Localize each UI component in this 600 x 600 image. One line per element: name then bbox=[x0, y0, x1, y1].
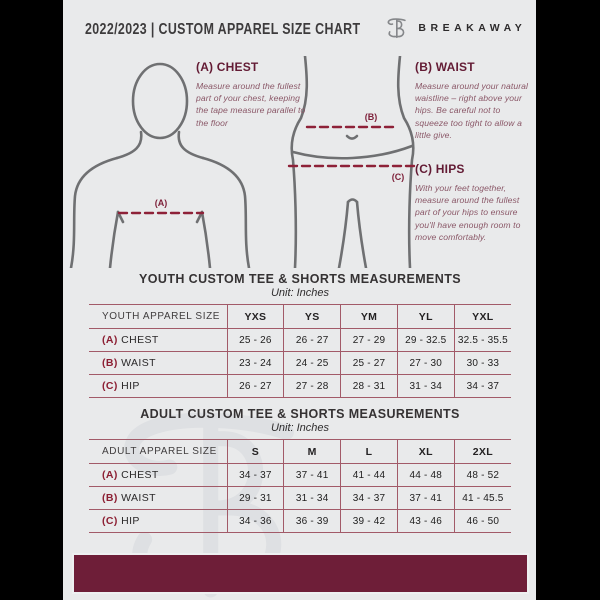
hips-body-text: With your feet together, measure around the fullest part of your hips to ensure you'll have enough room to move comfortably. bbox=[415, 183, 521, 242]
size-header: 2XL bbox=[454, 440, 511, 464]
row-label-text: HIP bbox=[121, 380, 140, 392]
row-label-chest bbox=[89, 464, 227, 487]
size-header: L bbox=[341, 440, 398, 464]
hips-figure-label: (C) bbox=[391, 172, 405, 182]
youth-size-column-header: YOUTH APPAREL SIZE bbox=[102, 311, 221, 322]
table-row bbox=[89, 510, 511, 533]
size-chart-page bbox=[63, 0, 536, 600]
row-label-waist bbox=[89, 352, 227, 375]
cell-value: 43 - 46 bbox=[397, 510, 454, 533]
chest-heading: (A) CHEST bbox=[196, 60, 259, 74]
cell-value: 34 - 36 bbox=[227, 510, 284, 533]
row-label-text: HIP bbox=[121, 515, 140, 527]
cell-value: 37 - 41 bbox=[397, 487, 454, 510]
cell-value: 30 - 33 bbox=[454, 352, 511, 375]
cell-value: 25 - 27 bbox=[341, 352, 398, 375]
cell-value: 41 - 45.5 bbox=[454, 487, 511, 510]
cell-value: 28 - 31 bbox=[341, 375, 398, 398]
adult-table-title: ADULT CUSTOM TEE & SHORTS MEASUREMENTS bbox=[140, 407, 460, 421]
row-label-waist bbox=[89, 487, 227, 510]
row-label-text: WAIST bbox=[121, 357, 156, 369]
table-row bbox=[89, 329, 511, 352]
cell-value: 32.5 - 35.5 bbox=[454, 329, 511, 352]
cell-value: 48 - 52 bbox=[454, 464, 511, 487]
cell-value: 37 - 41 bbox=[284, 464, 341, 487]
size-header: YS bbox=[284, 305, 341, 329]
row-label-text: WAIST bbox=[121, 492, 156, 504]
cell-value: 24 - 25 bbox=[284, 352, 341, 375]
measuring-guide bbox=[63, 56, 536, 270]
size-header: YXS bbox=[227, 305, 284, 329]
row-label-text: CHEST bbox=[121, 469, 159, 481]
table-row bbox=[89, 352, 511, 375]
adult-table-section bbox=[89, 407, 511, 533]
row-prefix: (A) bbox=[102, 469, 118, 481]
chest-instructions bbox=[196, 60, 314, 129]
youth-table-section bbox=[89, 272, 511, 398]
row-prefix: (A) bbox=[102, 334, 118, 346]
waist-figure-label: (B) bbox=[364, 112, 378, 122]
size-header: XL bbox=[397, 440, 454, 464]
cell-value: 26 - 27 bbox=[284, 329, 341, 352]
cell-value: 29 - 31 bbox=[227, 487, 284, 510]
youth-table-unit: Unit: Inches bbox=[270, 287, 330, 299]
table-row bbox=[89, 487, 511, 510]
brand-block bbox=[384, 15, 526, 42]
row-prefix: (C) bbox=[102, 515, 118, 527]
size-header: M bbox=[284, 440, 341, 464]
youth-size-table bbox=[89, 304, 511, 398]
cell-value: 27 - 28 bbox=[284, 375, 341, 398]
waist-heading: (B) WAIST bbox=[415, 60, 475, 74]
table-row bbox=[89, 464, 511, 487]
cell-value: 27 - 30 bbox=[397, 352, 454, 375]
cell-value: 44 - 48 bbox=[397, 464, 454, 487]
cell-value: 27 - 29 bbox=[341, 329, 398, 352]
table-row bbox=[89, 375, 511, 398]
page-header bbox=[85, 12, 527, 44]
table-header-row bbox=[89, 440, 511, 464]
adult-size-table bbox=[89, 439, 511, 533]
cell-value: 31 - 34 bbox=[397, 375, 454, 398]
hips-heading: (C) HIPS bbox=[415, 162, 465, 176]
size-header: YL bbox=[397, 305, 454, 329]
cell-value: 36 - 39 bbox=[284, 510, 341, 533]
cell-value: 23 - 24 bbox=[227, 352, 284, 375]
waist-instructions bbox=[415, 60, 529, 141]
row-label-chest bbox=[89, 329, 227, 352]
chest-body-text: Measure around the fullest part of your chest, keeping the tape measure parallel to the floor bbox=[196, 81, 306, 128]
cell-value: 25 - 26 bbox=[227, 329, 284, 352]
cell-value: 46 - 50 bbox=[454, 510, 511, 533]
row-label-hip bbox=[89, 375, 227, 398]
waist-body-text: Measure around your natural waistline – right above your hips. Be careful not to squeeze too tight to allow a little give. bbox=[415, 81, 529, 140]
size-header: S bbox=[227, 440, 284, 464]
hips-instructions bbox=[415, 162, 535, 243]
cell-value: 34 - 37 bbox=[227, 464, 284, 487]
adult-table-unit: Unit: Inches bbox=[270, 422, 330, 434]
youth-table-title: YOUTH CUSTOM TEE & SHORTS MEASUREMENTS bbox=[139, 272, 461, 286]
cell-value: 31 - 34 bbox=[284, 487, 341, 510]
cell-value: 34 - 37 bbox=[341, 487, 398, 510]
cell-value: 34 - 37 bbox=[454, 375, 511, 398]
row-prefix: (B) bbox=[102, 357, 118, 369]
brand-name: BREAKAWAY bbox=[418, 22, 527, 34]
cell-value: 26 - 27 bbox=[227, 375, 284, 398]
cell-value: 29 - 32.5 bbox=[397, 329, 454, 352]
breakaway-logo-icon bbox=[384, 15, 411, 42]
row-prefix: (B) bbox=[102, 492, 118, 504]
cell-value: 41 - 44 bbox=[341, 464, 398, 487]
row-label-text: CHEST bbox=[121, 334, 159, 346]
table-header-row bbox=[89, 305, 511, 329]
adult-size-column-header: ADULT APPAREL SIZE bbox=[102, 446, 217, 457]
row-prefix: (C) bbox=[102, 380, 118, 392]
row-label-hip bbox=[89, 510, 227, 533]
chest-figure-label: (A) bbox=[154, 198, 168, 208]
size-header: YXL bbox=[454, 305, 511, 329]
cell-value: 39 - 42 bbox=[341, 510, 398, 533]
size-header: YM bbox=[341, 305, 398, 329]
page-title: 2022/2023 | CUSTOM APPAREL SIZE CHART bbox=[85, 19, 361, 37]
footer-accent-bar bbox=[72, 553, 529, 594]
